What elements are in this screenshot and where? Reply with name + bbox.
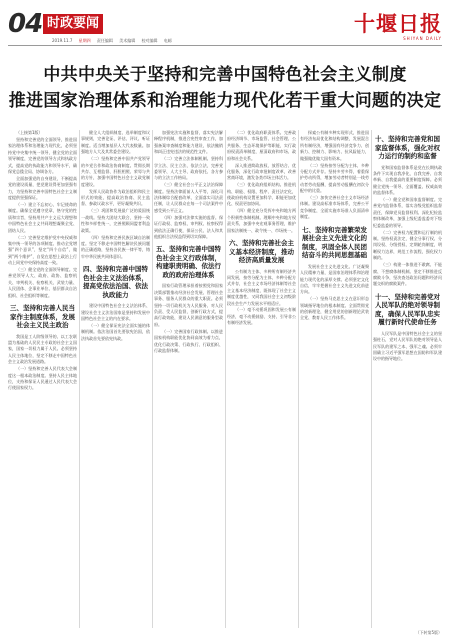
column-divider [371, 130, 372, 628]
headline-line-1: 中共中央关于坚持和完善中国特色社会主义制度 [43, 65, 407, 85]
body-paragraph: 全面加强党的自身建设，不断提高党的建设质量，把党建设得更加坚强有力，为坚持和完善中国特色社会主义制度提供坚强保证。 [8, 175, 77, 201]
body-paragraph: （三）健全社会公平正义法治保障制度。坚持法律面前人人平等，深化司法体制综合配套改革，全面落实司法责任制，让人民群众在每一个司法案件中感受到公平正义。 [154, 182, 223, 213]
body-paragraph: （二）完善权力配置和运行制约机制。坚持权责法定，健全分事行权、分岗设权、分级授权、定期轮岗制度，明晰权力边界，规范工作流程，强化权力制约。 [373, 229, 442, 261]
body-paragraph: （四）加强对法律实施的监督。保证行政权、监察权、审判权、检察权得到依法正确行使，保证公民、法人和其他组织合法权益得到切实保障。 [154, 214, 223, 239]
section-subheading: 十、坚持和完善党和国家监督体系，强化对权力运行的制约和监督 [375, 135, 440, 160]
header-divider [8, 45, 442, 46]
body-paragraph: 健全人大组织制度、选举制度和议事规则，完善论证、评估、评议、听证制度。适当增加基层人大代表数量。加强地方人大及其常委会建设。 [81, 130, 150, 155]
article-column [8, 130, 77, 628]
body-paragraph: 党和国家监督体系是党在长期执政条件下实现自我净化、自我完善、自我革新、自我提高的重要制度保障。必须健全党统一领导、全面覆盖、权威高效的监督体系。 [373, 164, 442, 196]
column-divider [225, 130, 226, 628]
editor-label: 责任编辑 [96, 38, 113, 43]
body-paragraph: 加强宪法实施和监督，落实宪法解释程序机制，推进合宪性审查工作，加强备案审查制度和能力建设，依法撤销和纠正违宪违法的规范性文件。 [154, 130, 223, 155]
body-paragraph: （一）毫不动摇巩固和发展公有制经济，毫不动摇鼓励、支持、引导非公有制经济发展。 [227, 307, 296, 326]
section-subheading: 七、坚持和完善繁荣发展社会主义先进文化的制度，巩固全体人民团结奋斗的共同思想基础 [302, 225, 367, 260]
body-paragraph: 发挥人民政协作为政治组织和民主形式的效能，提高政治协商、民主监督、参政议政水平，更好凝聚共识。 [81, 188, 150, 207]
section-subheading: 三、坚持和完善人民当家作主制度体系，发展社会主义民主政治 [10, 304, 75, 330]
article-column [300, 130, 369, 628]
body-paragraph: （一）坚持马克思主义在意识形态领域指导地位的根本制度。全面贯彻党的创新理论，健全用党的创新理论武装全党、教育人民工作体系。 [300, 296, 369, 321]
body-paragraph: （一）健全保证宪法全面实施的体制机制。依法治国首先要依宪治国，依法执政首先要依宪执政。 [81, 322, 150, 341]
brand-english: SHIYAN DAILY [403, 36, 442, 41]
section-subheading: 六、坚持和完善社会主义基本经济制度，推动经济高质量发展 [229, 239, 294, 264]
body-paragraph: （四）坚持和完善民族区域自治制度。坚定不移走中国特色解决民族问题的正确道路，坚持各民族一律平等，铸牢中华民族共同体意识。 [81, 234, 150, 259]
body-paragraph: 我国是工人阶级领导的、以工农联盟为基础的人民民主专政的社会主义国家，国家一切权力属于人民。必须坚持人民主体地位，坚定不移走中国特色社会主义政治发展道路。 [8, 333, 77, 365]
body-paragraph: 发展社会主义先进文化、广泛凝聚人民精神力量，是国家治理体系和治理能力现代化的深厚支撑。必须坚定文化自信，牢牢把握社会主义先进文化前进方向。 [300, 263, 369, 295]
body-paragraph: 探索公有制多种实现形式，推进国有经济布局优化和结构调整，发展混合所有制经济，增强国有经济竞争力、创新力、控制力、影响力、抗风险能力，做强做优做大国有资本。 [300, 130, 369, 161]
headline-line-2: 推进国家治理体系和治理能力现代化若干重大问题的决定 [8, 91, 442, 111]
issue-day: 星期四 [78, 38, 91, 43]
article-headline [0, 62, 450, 114]
email-label: 电邮 [163, 38, 172, 43]
issue-info [52, 38, 177, 44]
body-paragraph: （一）坚持和完善人民代表大会制度这一根本政治制度。坚持人民主体地位，支持和保证人民通过人民代表大会行使国家权力。 [8, 366, 77, 391]
body-paragraph: （二）完善坚定维护党中央权威和集中统一领导的各项制度。推动全党增强“四个意识”，坚定“四个自信”，做到“两个维护”，自觉在思想上政治上行动上同党中央保持高度一致。 [8, 234, 77, 266]
article-body [8, 130, 442, 628]
column-divider [298, 130, 299, 628]
column-divider [152, 130, 153, 628]
body-paragraph: 国家行政管理承担着按照党和国家决策部署推动经济社会发展、管理社会事务、服务人民群众的重大职责。必须坚持一切行政机关为人民服务、对人民负责、受人民监督，创新行政方式，提高行政效能，建设人民满意的服务型政府。 [154, 283, 223, 327]
section-subheading: 十一、坚持和完善党对人民军队的绝对领导制度，确保人民军队忠实履行新时代使命任务 [375, 292, 440, 327]
article-column [373, 130, 442, 628]
body-paragraph: （二）坚持和完善中国共产党领导的多党合作和政治协商制度。贯彻长期共存、互相监督、肝胆相照、荣辱与共的方针，加强中国特色社会主义政党制度建设。 [81, 156, 150, 187]
body-paragraph: （四）健全充分发挥中央和地方两个积极性体制机制。理顺中央和地方权责关系，加强中央宏观事务管理，维护国家法制统一、政令统一、市场统一。 [227, 208, 296, 233]
body-paragraph: （三）构建一体推进不敢腐、不能腐、不想腐体制机制。坚定不移推进反腐败斗争，坚决查处政治问题和经济问题交织的腐败案件。 [373, 262, 442, 287]
section-tag: 时政要闻 [43, 14, 103, 34]
body-paragraph: 人民军队是中国特色社会主义的坚强柱石，党对人民军队的绝对领导是人民军队的建军之本、强军之魂。必须牢固确立习近平强军思想在国防和军队建设中的指导地位。 [373, 330, 442, 362]
body-paragraph: 坚持和完善党的全面领导，推进国家治理体系和治理能力现代化，必须坚持党中央集中统一领导，健全党的全面领导制度，完善党的领导方式和执政方式，提高党的执政能力和领导水平，确保党总揽全局、协调各方。 [8, 136, 77, 174]
body-paragraph: （一）完善国家行政体制。以推进国家机构职能优化协同高效为着力点，优化行政决策、行政执行、行政组织、行政监督体制。 [154, 328, 223, 353]
masthead [0, 0, 450, 46]
body-paragraph: 深入推进简政放权、放管结合、优化服务，深化行政审批制度改革，改善营商环境，激发各类市场主体活力。 [227, 162, 296, 181]
body-paragraph: （三）加快完善社会主义市场经济体制。建设高标准市场体系，完善公平竞争制度，全面实施市场准入负面清单制度。 [300, 195, 369, 220]
proofreader-label: 校对编辑 [141, 38, 158, 43]
body-paragraph: （一）健全党和国家监督制度。完善党内监督体系，落实各级党组织监督责任，保障党员监督权利。深化纪检监察体制改革，加强上级纪委监委对下级纪委监委的领导。 [373, 197, 442, 228]
designer-label: 美术编辑 [119, 38, 136, 43]
body-paragraph: （二）优化政府职责体系。完善政府经济调节、市场监管、社会管理、公共服务、生态环境保护等职能，实行政府权责清单制度，厘清政府和市场、政府和社会关系。 [227, 130, 296, 161]
body-paragraph: （一）建立不忘初心、牢记使命的制度。确保全党遵守党章，恪守党的性质和宗旨，坚持用共产主义远大理想和中国特色社会主义共同理想凝聚全党、团结人民。 [8, 201, 77, 233]
body-paragraph: 建设中国特色社会主义法治体系、建设社会主义法治国家是坚持和发展中国特色社会主义的内在要求。 [81, 303, 150, 321]
continued-note: （下转第5版） [415, 630, 442, 635]
article-column [154, 130, 223, 628]
body-paragraph: （二）完善立法体制机制。坚持科学立法、民主立法、依法立法，完善党委领导、人大主导、政府依托、各方参与的立法工作格局。 [154, 156, 223, 181]
article-column [81, 130, 150, 628]
body-paragraph: （三）健全党的全面领导制度。完善党领导人大、政府、政协、监察机关、审判机关、检察机关、武装力量、人民团体、企事业单位、基层群众自治组织、社会组织等制度。 [8, 267, 77, 298]
body-paragraph: （三）优化政府组织结构。推进机构、职能、权限、程序、责任法定化，使政府机构设置更加科学、职能更加优化、权责更加协同。 [227, 182, 296, 207]
body-paragraph: （二）坚持按劳分配为主体、多种分配方式并存。坚持多劳多得，着重保护劳动所得，增加劳动者特别是一线劳动者劳动报酬，提高劳动报酬在初次分配中的比重。 [300, 162, 369, 194]
article-column [227, 130, 296, 628]
body-paragraph: 公有制为主体、多种所有制经济共同发展，按劳分配为主体、多种分配方式并存，社会主义市场经济体制等社会主义基本经济制度，既体现了社会主义制度优越性，又同我国社会主义初级阶段社会生产力发展水平相适应。 [227, 268, 296, 306]
section-subheading: 五、坚持和完善中国特色社会主义行政体制，构建职责明确、依法行政的政府治理体系 [156, 245, 221, 279]
body-paragraph: （三）巩固和发展最广泛的爱国统一战线。坚持大团结大联合，坚持一致性和多样性统一，完善照顾同盟者利益政策。 [81, 208, 150, 233]
section-subheading: 四、坚持和完善中国特色社会主义法治体系，提高党依法治国、依法执政能力 [83, 265, 148, 299]
newspaper-logo [354, 8, 442, 41]
body-paragraph: （上接第1版） [16, 130, 43, 135]
issue-date: 2019.11.7 [52, 38, 73, 43]
brand-name: 十堰日报 [354, 11, 442, 36]
page-number: 04 [8, 9, 43, 39]
column-divider [79, 130, 80, 628]
